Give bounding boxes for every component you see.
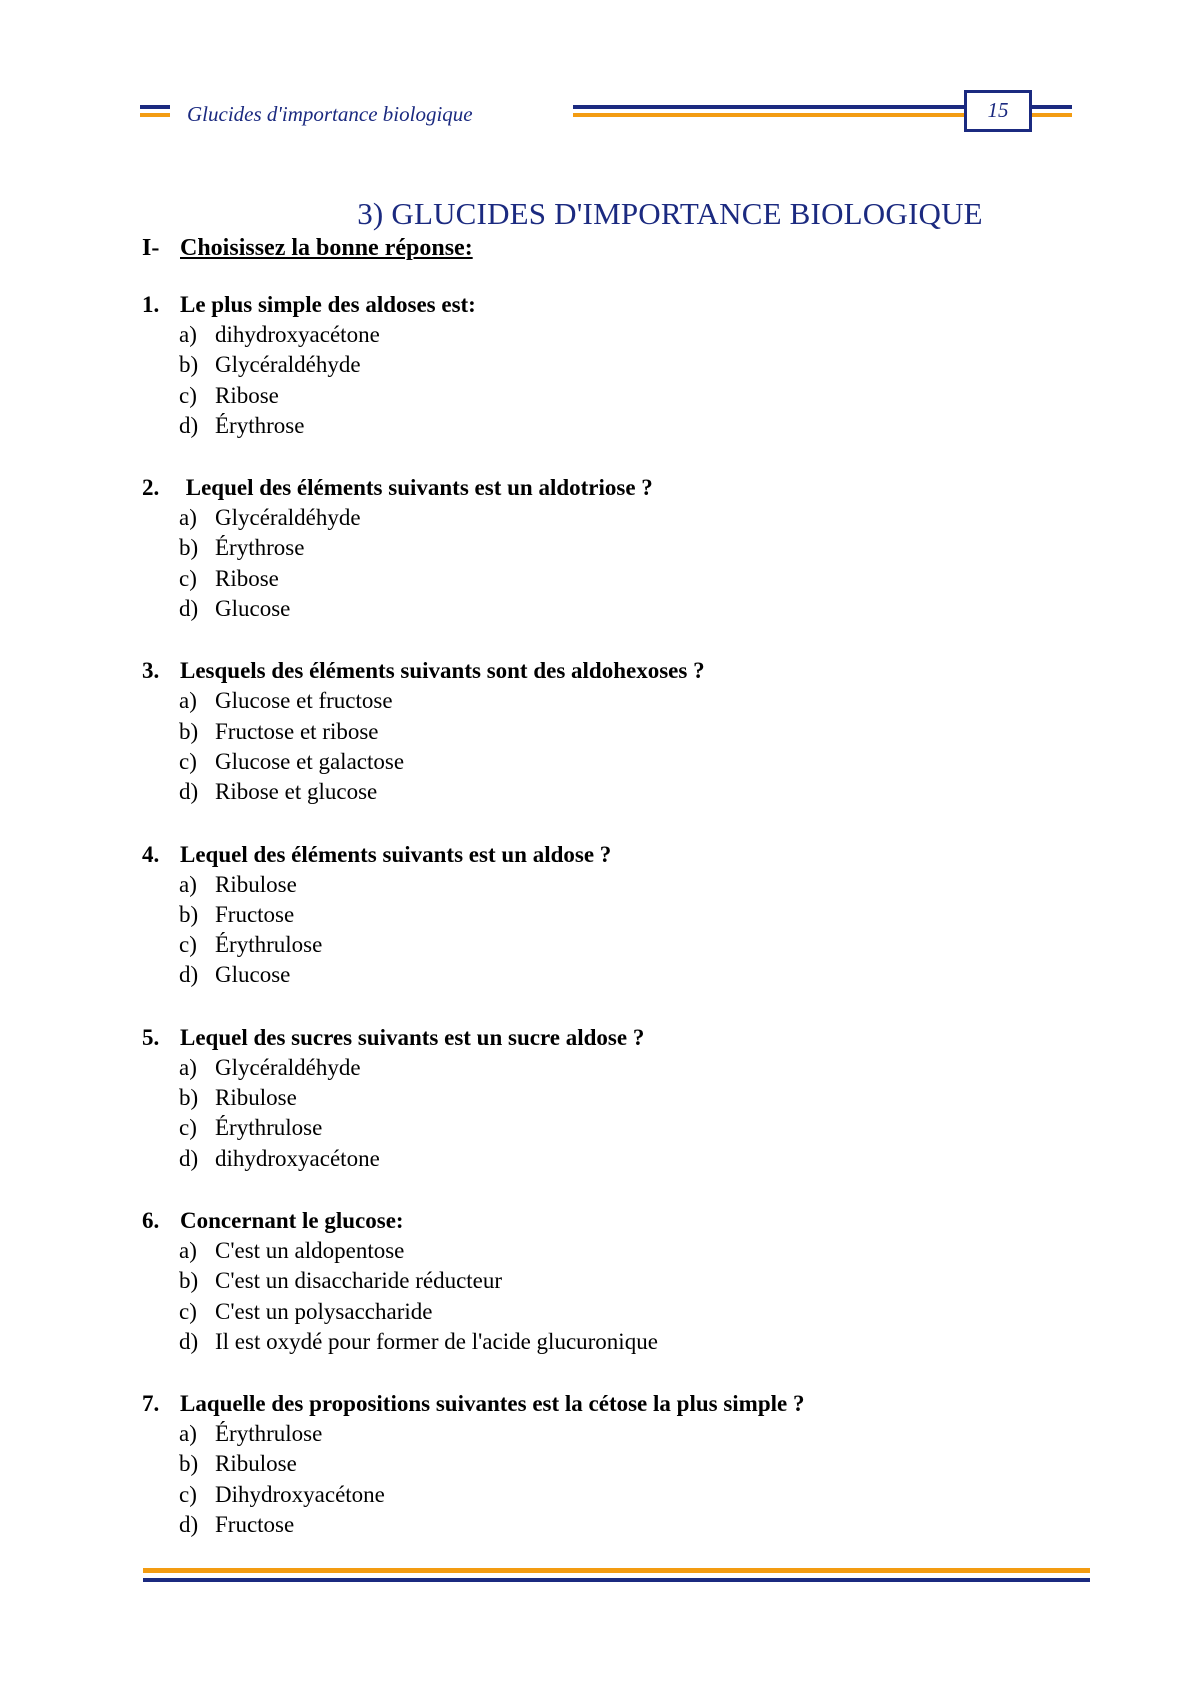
option-text: Ribulose	[215, 871, 297, 897]
option-letter: b)	[179, 718, 199, 744]
option-text: Glucose et galactose	[215, 748, 405, 774]
option-letter: d)	[179, 962, 199, 988]
answer-option	[142, 533, 1102, 563]
answer-option	[142, 1419, 1102, 1449]
question-text: Lequel des éléments suivants est un aldose ?	[180, 841, 612, 867]
question-5	[142, 1023, 1102, 1174]
option-text: Fructose	[215, 901, 295, 927]
option-letter: a)	[179, 322, 197, 347]
answer-option	[142, 1144, 1102, 1174]
answer-option	[142, 930, 1102, 960]
option-text: Glucose	[215, 962, 291, 988]
option-letter: d)	[179, 596, 199, 622]
question-2	[142, 473, 1102, 624]
option-letter: b)	[179, 535, 199, 561]
question-text: Le plus simple des aldoses est:	[180, 292, 476, 317]
option-letter: d)	[179, 1512, 199, 1538]
option-text: Fructose et ribose	[215, 718, 379, 744]
option-letter: a)	[179, 505, 197, 531]
option-text: Ribulose	[215, 1451, 297, 1477]
option-letter: b)	[179, 1085, 199, 1111]
answer-option	[142, 686, 1102, 716]
question-7	[142, 1389, 1102, 1540]
option-text: dihydroxyacétone	[215, 322, 380, 347]
section-number: I-	[142, 235, 160, 261]
option-text: Érythrose	[215, 412, 305, 438]
answer-option	[142, 1449, 1102, 1479]
question-text-row	[142, 1389, 1102, 1419]
option-letter: a)	[179, 1237, 197, 1263]
header-title: Glucides d'importance biologique	[187, 102, 473, 126]
question-number: 5.	[142, 1024, 160, 1050]
section-heading	[142, 235, 473, 262]
question-text-row	[142, 656, 1102, 686]
option-text: Glycéraldéhyde	[215, 1054, 361, 1080]
answer-option	[142, 411, 1102, 441]
question-number: 7.	[142, 1391, 160, 1417]
option-letter: b)	[179, 901, 199, 927]
option-text: Il est oxydé pour former de l'acide glucuronique	[215, 1328, 658, 1354]
question-text-row	[142, 1206, 1102, 1236]
question-4	[142, 840, 1102, 991]
question-number: 1.	[142, 292, 160, 317]
question-number: 2.	[142, 475, 160, 501]
option-letter: c)	[179, 748, 197, 774]
option-letter: c)	[179, 382, 197, 408]
answer-option	[142, 564, 1102, 594]
answer-option	[142, 870, 1102, 900]
answer-option	[142, 1266, 1102, 1296]
question-text: Lesquels des éléments suivants sont des aldohexoses ?	[180, 658, 705, 684]
question-6	[142, 1206, 1102, 1357]
question-number: 4.	[142, 841, 160, 867]
option-text: Érythrulose	[215, 932, 323, 958]
option-text: C'est un disaccharide réducteur	[215, 1268, 503, 1294]
option-text: Fructose	[215, 1512, 295, 1538]
answer-option	[142, 900, 1102, 930]
option-letter: a)	[179, 1421, 197, 1447]
question-list	[142, 290, 1102, 1572]
question-1	[142, 290, 1102, 441]
answer-option	[142, 717, 1102, 747]
page-title: 3) GLUCIDES D'IMPORTANCE BIOLOGIQUE	[357, 196, 983, 231]
option-text: Ribose	[215, 382, 279, 408]
question-number: 6.	[142, 1207, 160, 1233]
question-number: 3.	[142, 658, 160, 684]
option-letter: c)	[179, 1481, 197, 1507]
option-text: Érythrose	[215, 535, 305, 561]
option-text: Glucose	[215, 596, 291, 622]
option-text: Glycéraldéhyde	[215, 352, 361, 378]
answer-option	[142, 381, 1102, 411]
answer-option	[142, 777, 1102, 807]
question-text-row	[142, 290, 1102, 320]
question-text: Lequel des éléments suivants est un aldotriose ?	[180, 475, 653, 501]
answer-option	[142, 1510, 1102, 1540]
question-text-row	[142, 840, 1102, 870]
option-letter: d)	[179, 412, 199, 438]
answer-option	[142, 503, 1102, 533]
question-text: Concernant le glucose:	[180, 1207, 404, 1233]
answer-option	[142, 1053, 1102, 1083]
question-text: Lequel des sucres suivants est un sucre aldose ?	[180, 1024, 645, 1050]
option-letter: c)	[179, 932, 197, 958]
question-3	[142, 656, 1102, 807]
answer-option	[142, 747, 1102, 777]
option-letter: c)	[179, 1115, 197, 1141]
answer-option	[142, 1480, 1102, 1510]
answer-option	[142, 1327, 1102, 1357]
option-text: C'est un aldopentose	[215, 1237, 405, 1263]
answer-option	[142, 1236, 1102, 1266]
option-letter: b)	[179, 1451, 199, 1477]
question-text: Laquelle des propositions suivantes est la cétose la plus simple ?	[180, 1391, 805, 1417]
option-letter: d)	[179, 779, 199, 805]
section-heading-text: Choisissez la bonne réponse:	[180, 235, 473, 261]
answer-option	[142, 594, 1102, 624]
option-text: Glycéraldéhyde	[215, 505, 361, 531]
answer-option	[142, 1083, 1102, 1113]
answer-option	[142, 1297, 1102, 1327]
option-letter: b)	[179, 352, 199, 378]
option-letter: a)	[179, 1054, 197, 1080]
option-text: Érythrulose	[215, 1115, 323, 1141]
answer-option	[142, 320, 1102, 350]
question-text-row	[142, 1023, 1102, 1053]
page-number: 15	[964, 90, 1032, 132]
option-letter: b)	[179, 1268, 199, 1294]
question-text-row	[142, 473, 1102, 503]
option-letter: a)	[179, 871, 197, 897]
option-text: dihydroxyacétone	[215, 1145, 380, 1171]
answer-option	[142, 960, 1102, 990]
option-text: C'est un polysaccharide	[215, 1298, 433, 1324]
option-text: Ribulose	[215, 1085, 297, 1111]
option-text: Ribose	[215, 565, 279, 591]
option-text: Érythrulose	[215, 1421, 323, 1447]
option-letter: c)	[179, 565, 197, 591]
option-letter: a)	[179, 688, 197, 714]
option-letter: d)	[179, 1145, 199, 1171]
option-text: Ribose et glucose	[215, 779, 378, 805]
option-text: Dihydroxyacétone	[215, 1481, 385, 1507]
answer-option	[142, 1113, 1102, 1143]
option-letter: c)	[179, 1298, 197, 1324]
option-letter: d)	[179, 1328, 199, 1354]
answer-option	[142, 350, 1102, 380]
option-text: Glucose et fructose	[215, 688, 393, 714]
